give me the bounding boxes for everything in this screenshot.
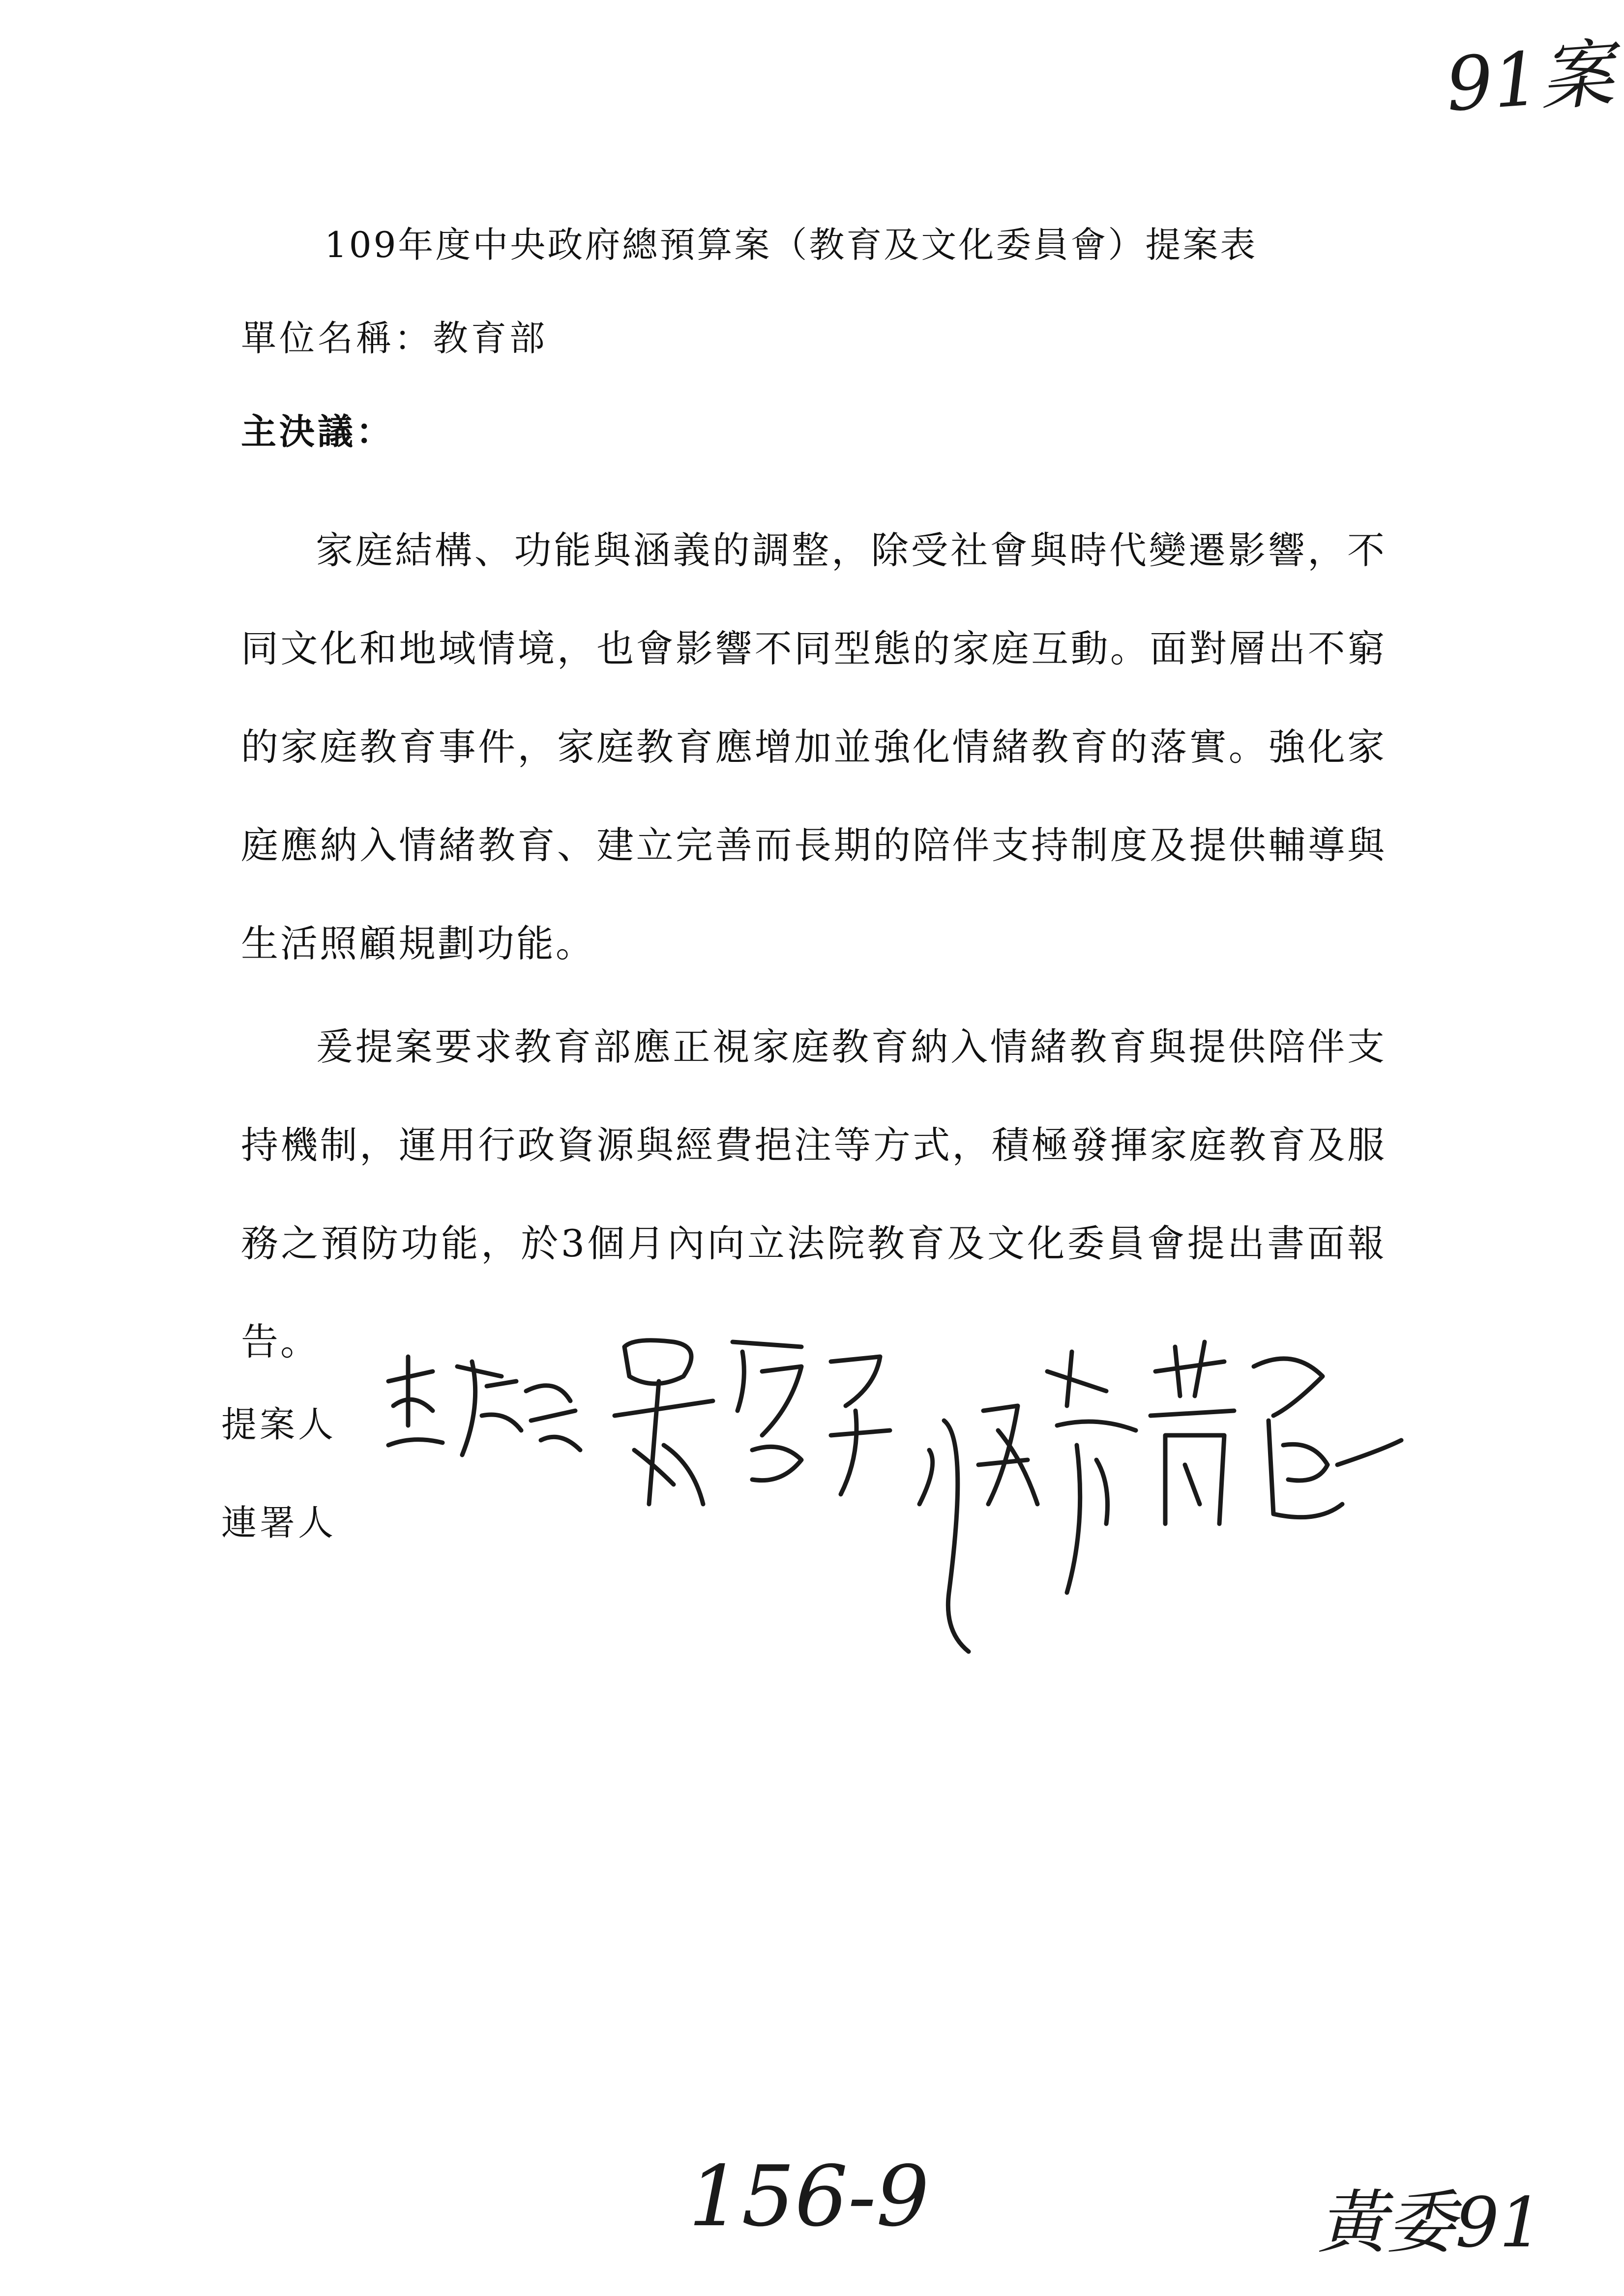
proposer-signature	[388, 1357, 580, 1455]
handwritten-page-number: 156-9	[688, 2148, 930, 2245]
unit-line	[241, 310, 548, 361]
proposer-label: 提案人	[221, 1404, 337, 1445]
resolution-paragraph-2: 爰提案要求教育部應正視家庭教育納入情緒教育與提供陪伴支持機制，運用行政資源與經費挹注等方式，積極發揮家庭教育及服務之預防功能，於3個月內向立法院教育及文化委員會提出書面報告。	[241, 1025, 1387, 1364]
unit-value: 教育部	[433, 318, 548, 359]
handwritten-reference: 黃委91	[1318, 2183, 1543, 2263]
main-resolution-heading: 主決議：	[241, 410, 395, 452]
signatures-image	[359, 1317, 1490, 1720]
cosigner-signature-1	[615, 1340, 890, 1504]
document-title: 109年度中央政府總預算案（教育及文化委員會）提案表	[325, 224, 1258, 265]
cosigner-label: 連署人	[221, 1502, 337, 1543]
cosigner-signature-2	[919, 1342, 1401, 1652]
unit-label: 單位名稱：	[241, 318, 433, 359]
resolution-paragraph-1: 家庭結構、功能與涵義的調整，除受社會與時代變遷影響，不同文化和地域情境，也會影響不同型態的家庭互動。面對層出不窮的家庭教育事件，家庭教育應增加並強化情緒教育的落實。強化家庭應納入情緒教育、建立完善而長期的陪伴支持制度及提供輔導與生活照顧規劃功能。	[241, 528, 1387, 965]
handwritten-case-number: 91案	[1443, 31, 1617, 128]
